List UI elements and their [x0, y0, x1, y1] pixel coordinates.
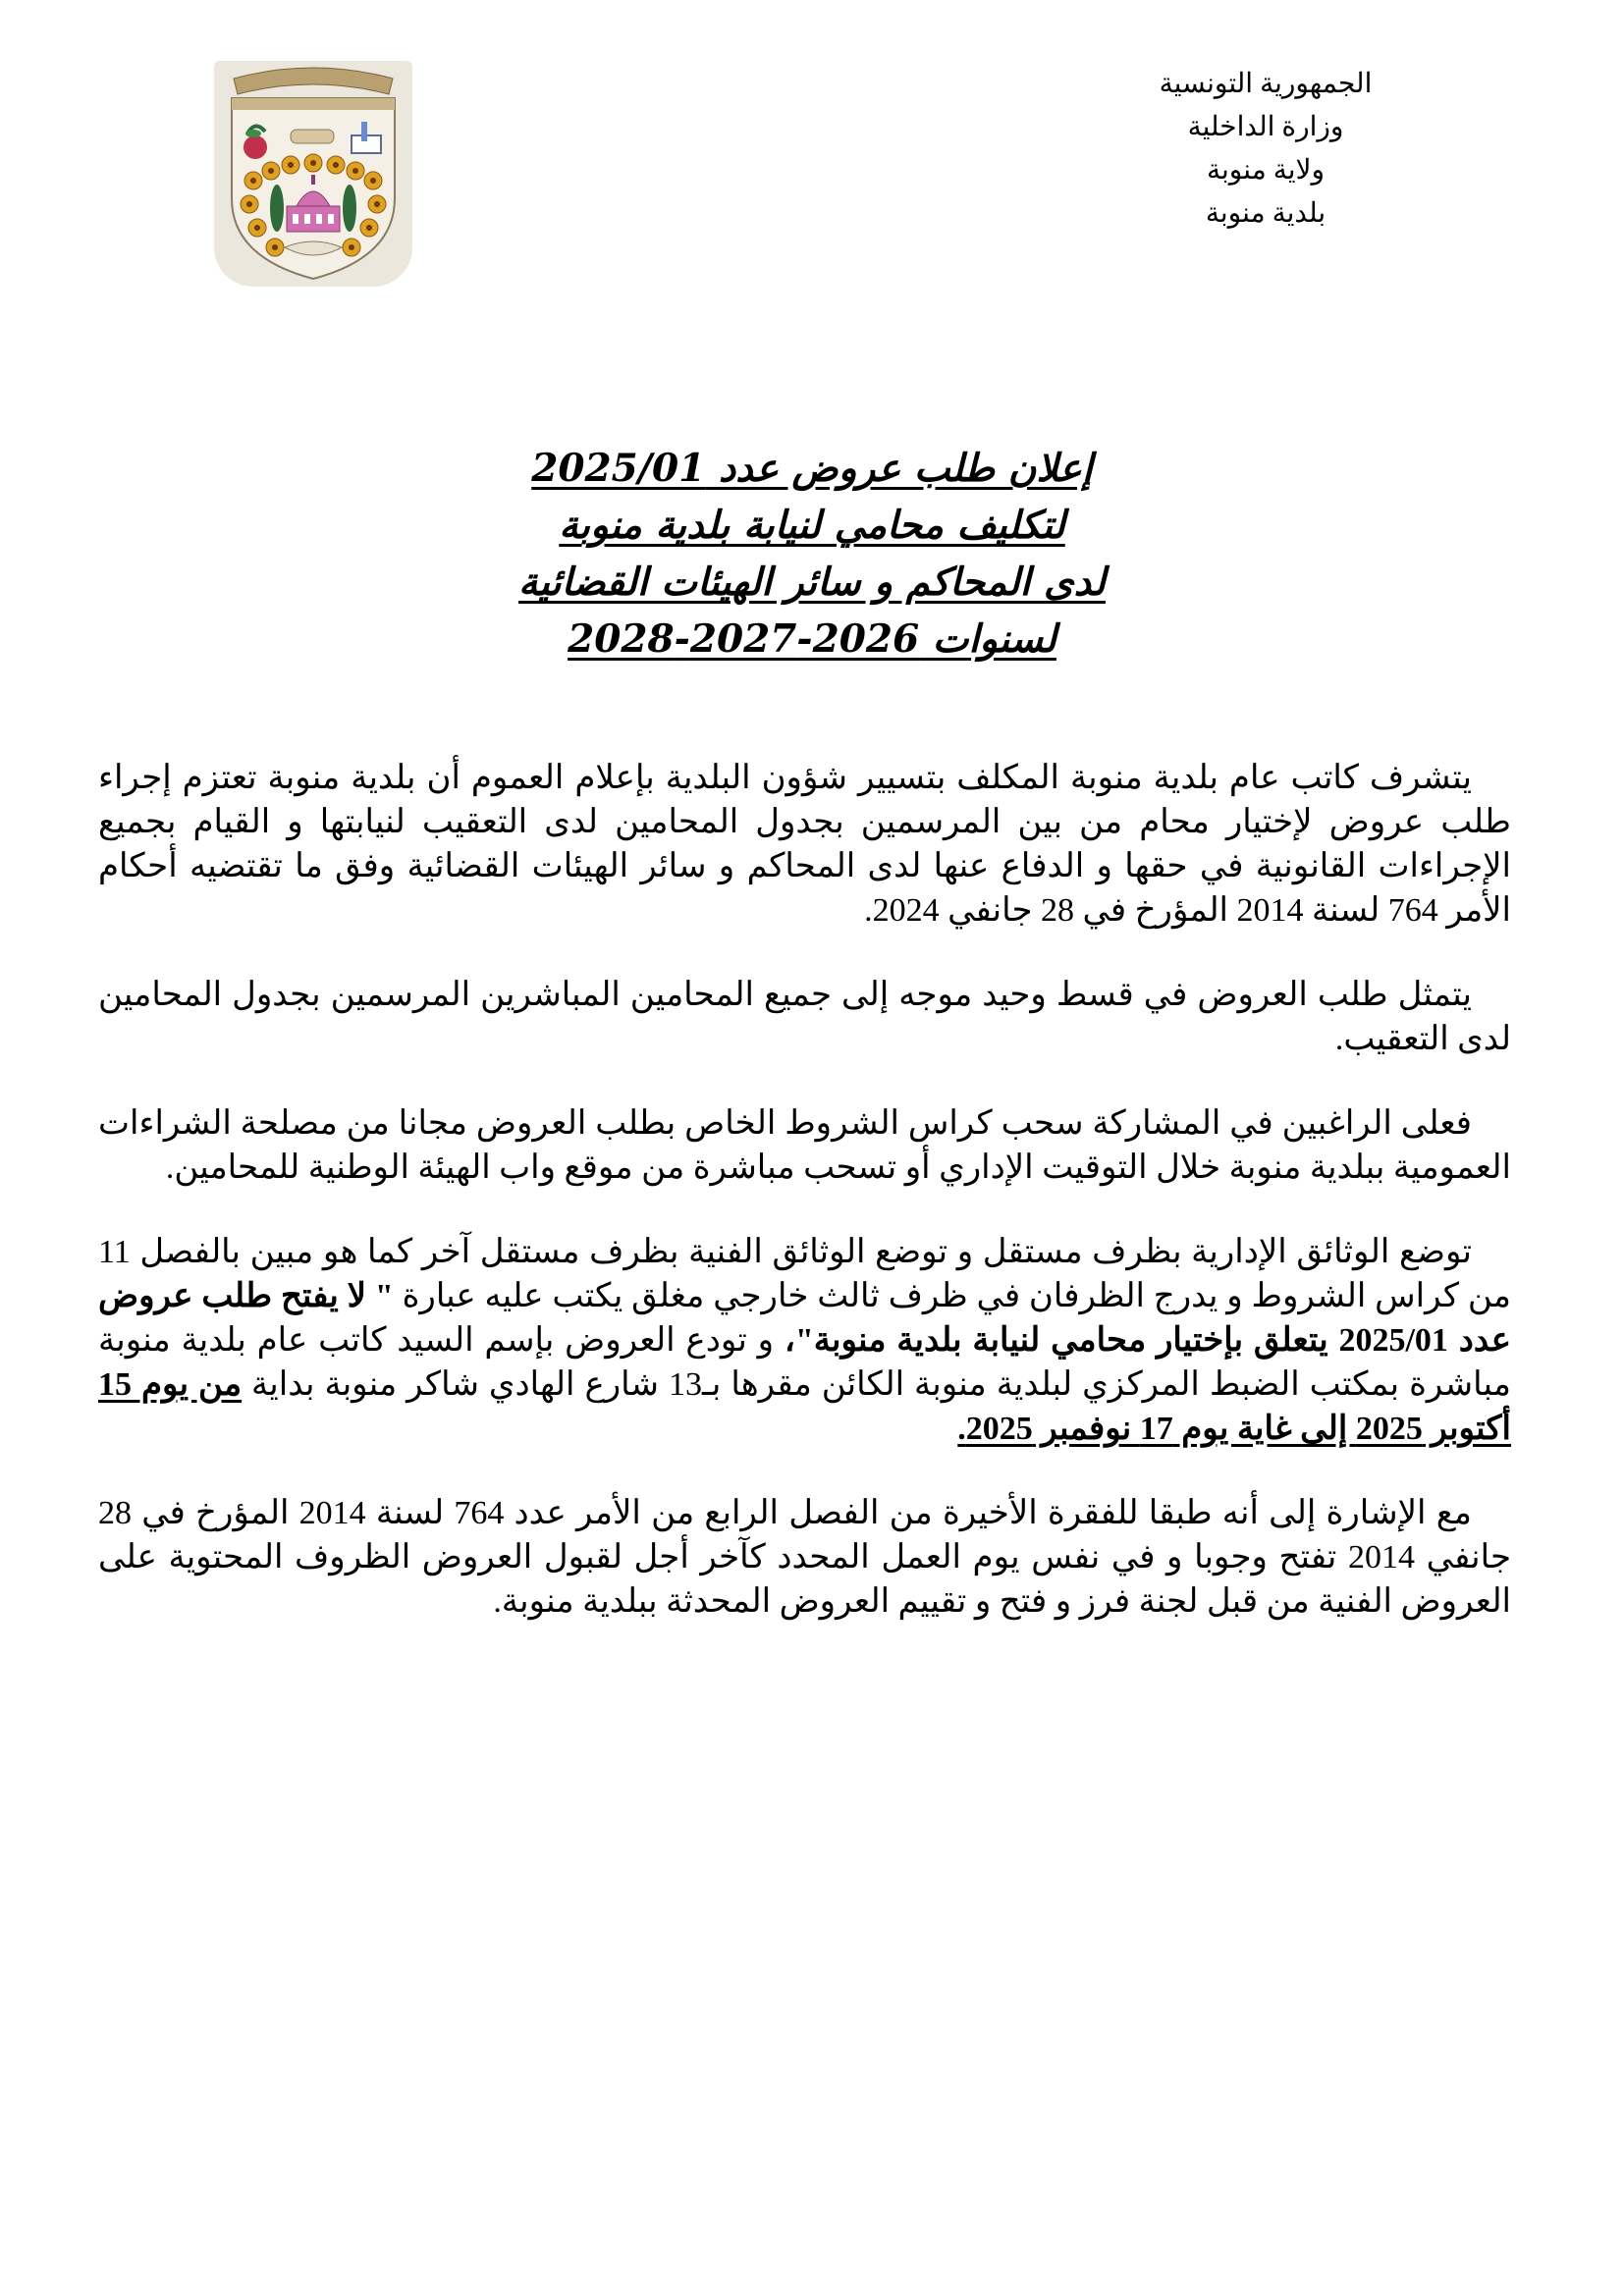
- header-ministry: وزارة الداخلية: [1187, 112, 1344, 142]
- header-country: الجمهورية التونسية: [1159, 69, 1373, 99]
- municipal-emblem-icon: [214, 61, 412, 287]
- paragraph-specifications: فعلى الراغبين في المشاركة سحب كراس الشروط الخاص بطلب العروض مجانا من مصلحة الشراءات العمومية ببلدية منوبة خلال التوقيت الإداري أو تسحب مباشرة من موقع واب الهيئة الوطنية للمحامين.: [98, 1105, 1511, 1186]
- header-municipality: بلدية منوبة: [1205, 198, 1326, 229]
- submission-text-b: و تودع العروض بإسم السيد كاتب عام بلدية منوبة مباشرة بمكتب الضبط المركزي لبلدية منوبة الكائن مقرها بـ13 شارع الهادي شاكر منوبة بداية: [98, 1322, 1511, 1403]
- paragraph-intro: يتشرف كاتب عام بلدية منوبة المكلف بتسيير شؤون البلدية بإعلام العموم أن بلدية منوبة تعتزم إجراء طلب عروض لإختيار محام من بين المرسمين بجدول المحامين لدى التعقيب لنيابتها و القيام بجميع الإجراءات القانونية في حقها و الدفاع عنها لدى المحاكم و سائر الهيئات القضائية وفق ما تقتضيه أحكام الأمر 764 لسنة 2014 المؤرخ في 28 جانفي 2024.: [98, 760, 1511, 929]
- announcement-title: [0, 440, 1624, 667]
- paragraph-opening-note: مع الإشارة إلى أنه طبقا للفقرة الأخيرة من الفصل الرابع من الأمر عدد 764 لسنة 2014 المؤرخ في 28 جانفي 2014 تفتح وجوبا و في نفس يوم العمل المحدد كآخر أجل لقبول العروض الظروف المحتوية على العروض الفنية من قبل لجنة فرز و فتح و تقييم العروض المحدثة ببلدية منوبة.: [98, 1495, 1511, 1620]
- title-line-3: لدى المحاكم و سائر الهيئات القضائية: [518, 560, 1106, 605]
- header-block: [1109, 63, 1423, 236]
- header-governorate: ولاية منوبة: [1206, 155, 1325, 186]
- title-line-4: لسنوات 2026-2027-2028: [568, 616, 1056, 662]
- paragraph-lot: يتمثل طلب العروض في قسط وحيد موجه إلى جميع المحامين المباشرين المرسمين بجدول المحامين لدى التعقيب.: [98, 977, 1511, 1057]
- submission-text-a: توضع الوثائق الإدارية بظرف مستقل و توضع الوثائق الفنية بظرف مستقل آخر كما هو مبين بالفصل 11 من كراس الشروط و يدرج الظرفان في ظرف ثالث خارجي مغلق يكتب عليه عبارة: [98, 1234, 1511, 1314]
- envelope-inscription: " لا يفتح طلب عروض عدد 2025/01 يتعلق بإختيار محامي لنيابة بلدية منوبة"،: [98, 1278, 1512, 1359]
- announcement-body: [98, 756, 1511, 1664]
- paragraph-submission: [98, 1230, 1511, 1451]
- title-line-2: لتكليف محامي لنيابة بلدية منوبة: [559, 503, 1065, 548]
- title-line-1: إعلان طلب عروض عدد 2025/01: [531, 446, 1093, 491]
- submission-deadline: من يوم 15 أكتوبر 2025 إلى غاية يوم 17 نوفمبر 2025.: [98, 1366, 1511, 1447]
